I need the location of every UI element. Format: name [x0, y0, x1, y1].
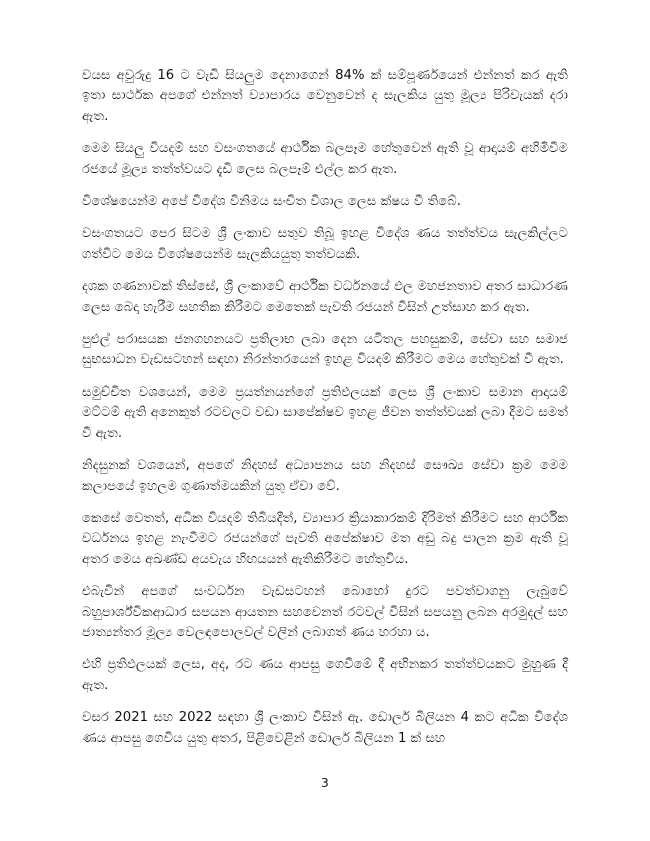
paragraph-12: වසර 2021 සහ 2022 සඳහා ශ්‍රී ලංකාව විසින් ඇ. ඩොලර් බිලියන 4 කට අධික විදේශ ණය ආපසු ගෙවිය යුතු අතර, පිළිවෙළින් ඩොලර් බිලියන 1 ක් සහ [82, 710, 568, 746]
paragraph-7: සමුච්චිත වශයෙන්, මෙම ප්‍රයත්නයන්ගේ ප්‍රතිඵලයක් ලෙස ශ්‍රී ලංකාව සමාන ආදායම් මට්ටම් ඇති අනෙකුත් රටවලට වඩා සාපේක්ෂව ඉහළ ජීවන තත්ත්වයක් ලබා දීමට සමත් වී ඇත. [82, 384, 568, 441]
paragraph-9: කෙසේ වෙතත්, අධික වියදම් තිබියදීත්, ව්‍යාපාර ක්‍රියාකාරකම් දිරිමත් කිරීමට සහ ආර්ථික වර්ධනය ඉහළ නැංවීමට රජයන්ගේ පැවති අපේක්ෂාව මත අඩු බදු පාලන ක්‍රම ඇති වූ අතර මෙය අඛණ්ඩ අයවැය හිඟයයන් ඇතිකිරීමට හේතුවිය. [82, 510, 568, 567]
paragraph-3: විශේෂයෙන්ම අපේ විදේශ විනිමය සංචිත විශාල ලෙස ක්ෂය වී තිබේ. [82, 194, 461, 210]
paragraph-1: වයස අවුරුදු 16 ට වැඩි සියලුම දෙනාගෙන් 84% ක් සම්පූර්ණයෙන් එන්නත් කර ඇති ඉතා සාර්ථක අපගේ එන්නත් ව්‍යාපාරය වෙනුවෙන් ද සැලකිය යුතු මූල්‍ය පිරිවැයක් දරා ඇත. [82, 68, 568, 124]
paragraph-11: එහි ප්‍රතිඵලයක් ලෙස, අද, රට ණය ආපසු ගෙවීමේ දී අභිනකර තත්ත්වයකට මුහුණ දී ඇත. [82, 657, 568, 693]
paragraph-10: එබැවින් අපගේ සංවර්ධන වැඩසටහන් බොහෝ දුරට පවත්වාගනු ලැබුවේ බහුපාර්ශ්විකආධාර සපයන ආයතන සහවෙනත් රටවල් විසින් සපයනු ලබන අරමුදල් සහ ජාත්‍යන්තර මූල්‍ය වෙලඳපොලවල් වලින් ලබාගත් ණය හරහා ය. [82, 584, 568, 640]
paragraph-2: මෙම සියලු වියදම් සහ වසංගතයේ ආර්ථික බලපෑම හේතුවෙන් ඇති වූ ආදායම් අහිමිවීම රජයේ මූල්‍ය තත්ත්වයට දැඩි ලෙස බලපෑම් එල්ල කර ඇත. [82, 141, 568, 177]
paragraph-6: පුළුල් පරාසයක ජනගහනයට ප්‍රතිලාභ ලබා දෙන යටිතල පහසුකම්, සේවා සහ සමාජ සුභසාධන වැඩසටහන් සඳහා නිරන්තරයෙන් ඉහළ වියදම් කිරීමට මෙය හේතුවක් වී ඇත. [82, 332, 568, 368]
page-number: 3 [321, 776, 329, 790]
paragraph-8: නිදසුනක් වශයෙන්, අපගේ නිදහස් අධ්‍යාපනය සහ නිදහස් සෞඛ්‍ය සේවා ක්‍රම මෙම කලාපයේ ඉහලම ගුණාත්මයකින් යුතු ඒවා වේ. [82, 458, 568, 494]
paragraph-5: දශක ගණනාවක් තිස්සේ, ශ්‍රී ලංකාවේ ආර්ථික වර්ධනයේ ඵල මහජනතාව අතර සාධාරණ ලෙස බෙදා හැරීම සහතික කිරීමට මෙතෙක් පැවති රජයන් විසින් උත්සාහ කර ඇත. [82, 279, 568, 315]
paragraph-4: වසංගතයට පෙර සිටම ශ්‍රී ලංකාව සතුව තිබූ ඉහළ විදේශ ණය තත්ත්වය සැලකිල්ලට ගත්විට මෙය විශේෂයෙන්ම සැලකියයුතු තත්වයකි. [82, 226, 568, 262]
